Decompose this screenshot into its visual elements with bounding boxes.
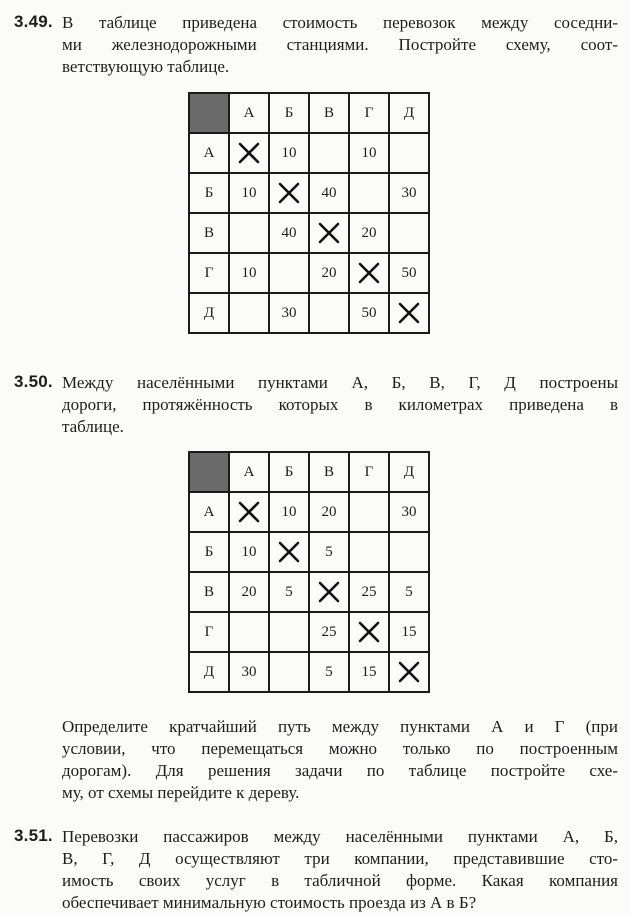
- problem-text: [62, 826, 618, 914]
- table-cell: 20: [229, 572, 269, 612]
- cross-mark-icon: [317, 221, 341, 245]
- table-cell: 10: [349, 133, 389, 173]
- table-cell: [309, 133, 349, 173]
- table-cell: 25: [349, 572, 389, 612]
- diagonal-cross-cell: [389, 293, 429, 333]
- table-cell: [229, 213, 269, 253]
- problem-number: 3.51.: [14, 826, 53, 845]
- row-header: Г: [189, 612, 229, 652]
- diagonal-cross-cell: [309, 572, 349, 612]
- table-cell: 5: [269, 572, 309, 612]
- row-header: Б: [189, 173, 229, 213]
- table-cell: [309, 293, 349, 333]
- row-header: В: [189, 572, 229, 612]
- table-cell: 20: [309, 492, 349, 532]
- text-line: Между населёнными пунктами А, Б, В, Г, Д построены: [62, 373, 618, 392]
- row-header: В: [189, 213, 229, 253]
- column-header: Г: [349, 452, 389, 492]
- table-corner-cell: [189, 93, 229, 133]
- table-cell: 10: [269, 492, 309, 532]
- table-cell: 30: [389, 492, 429, 532]
- problem-3-50: [14, 372, 618, 438]
- row-header: Д: [189, 652, 229, 692]
- table-row: [189, 612, 429, 652]
- table-corner-cell: [189, 452, 229, 492]
- column-header: В: [309, 452, 349, 492]
- table-row: [189, 572, 429, 612]
- table-cell: 15: [389, 612, 429, 652]
- table-cell: [229, 612, 269, 652]
- diagonal-cross-cell: [389, 652, 429, 692]
- diagonal-cross-cell: [229, 133, 269, 173]
- table-row: [189, 532, 429, 572]
- column-header: Б: [269, 93, 309, 133]
- column-header: В: [309, 93, 349, 133]
- diagonal-cross-cell: [349, 612, 389, 652]
- row-header: Д: [189, 293, 229, 333]
- table-cell: [389, 532, 429, 572]
- diagonal-cross-cell: [269, 532, 309, 572]
- table-cell: 50: [389, 253, 429, 293]
- table-header-row: [189, 93, 429, 133]
- table-cell: 30: [269, 293, 309, 333]
- row-header: Г: [189, 253, 229, 293]
- text-line: Перевозки пассажиров между населёнными пунктами А, Б,: [62, 827, 618, 846]
- cross-mark-icon: [277, 181, 301, 205]
- cross-mark-icon: [397, 301, 421, 325]
- distance-table-3-50: [188, 451, 430, 693]
- cross-mark-icon: [357, 620, 381, 644]
- text-line: му, от схемы перейдите к дереву.: [62, 783, 300, 802]
- diagonal-cross-cell: [309, 213, 349, 253]
- table-cell: 5: [389, 572, 429, 612]
- table-row: [189, 293, 429, 333]
- text-line: В, Г, Д осуществляют три компании, представившие сто-: [62, 849, 618, 868]
- table-cell: 5: [309, 532, 349, 572]
- table-cell: 50: [349, 293, 389, 333]
- column-header: Г: [349, 93, 389, 133]
- row-header: А: [189, 492, 229, 532]
- table-cell: [389, 133, 429, 173]
- cross-mark-icon: [357, 261, 381, 285]
- table-cell: 10: [269, 133, 309, 173]
- table-row: [189, 652, 429, 692]
- row-header: Б: [189, 532, 229, 572]
- text-line: имость своих услуг в табличной форме. Какая компания: [62, 871, 618, 890]
- table-cell: 5: [309, 652, 349, 692]
- table-cell: [349, 173, 389, 213]
- diagonal-cross-cell: [349, 253, 389, 293]
- text-line: условии, что перемещаться можно только по построенным: [62, 739, 618, 758]
- table-cell: 10: [229, 532, 269, 572]
- cross-mark-icon: [277, 540, 301, 564]
- text-line: таблице.: [62, 417, 124, 436]
- table-cell: [229, 293, 269, 333]
- table-cell: [349, 532, 389, 572]
- column-header: Д: [389, 93, 429, 133]
- table-cell: 30: [389, 173, 429, 213]
- problem-3-50-question: [62, 716, 618, 804]
- problem-number: 3.50.: [14, 372, 53, 391]
- table-row: [189, 492, 429, 532]
- text-line: обеспечивает минимальную стоимость проезда из А в Б?: [62, 893, 477, 912]
- problem-text: [62, 372, 618, 438]
- diagonal-cross-cell: [269, 173, 309, 213]
- table-cell: 30: [229, 652, 269, 692]
- table-cell: 20: [349, 213, 389, 253]
- diagonal-cross-cell: [229, 492, 269, 532]
- cross-mark-icon: [397, 660, 421, 684]
- table-row: [189, 173, 429, 213]
- problem-3-51: [14, 826, 618, 914]
- column-header: Д: [389, 452, 429, 492]
- table-header-row: [189, 452, 429, 492]
- cross-mark-icon: [237, 500, 261, 524]
- problem-3-49: [14, 12, 618, 78]
- cost-table-3-49: [188, 92, 430, 334]
- column-header: А: [229, 93, 269, 133]
- cross-mark-icon: [317, 580, 341, 604]
- text-line: дороги, протяжённость которых в километрах приведена в: [62, 395, 618, 414]
- text-line: Определите кратчайший путь между пунктами А и Г (при: [62, 717, 618, 736]
- text-line: дорогам). Для решения задачи по таблице постройте схе-: [62, 761, 618, 780]
- table-cell: [269, 652, 309, 692]
- table-row: [189, 253, 429, 293]
- table-row: [189, 213, 429, 253]
- table-cell: 40: [269, 213, 309, 253]
- problem-text: [62, 12, 618, 78]
- table-cell: 20: [309, 253, 349, 293]
- text-line: В таблице приведена стоимость перевозок между соседни-: [62, 13, 618, 32]
- table-cell: [389, 213, 429, 253]
- table-cell: 15: [349, 652, 389, 692]
- row-header: А: [189, 133, 229, 173]
- table-cell: 25: [309, 612, 349, 652]
- column-header: А: [229, 452, 269, 492]
- table-cell: 10: [229, 253, 269, 293]
- problem-number: 3.49.: [14, 12, 53, 31]
- cross-mark-icon: [237, 141, 261, 165]
- table-cell: [269, 253, 309, 293]
- table-cell: 10: [229, 173, 269, 213]
- text-line: ветствующую таблице.: [62, 57, 230, 76]
- table-cell: [349, 492, 389, 532]
- table-cell: 40: [309, 173, 349, 213]
- table-row: [189, 133, 429, 173]
- table-cell: [269, 612, 309, 652]
- column-header: Б: [269, 452, 309, 492]
- text-line: ми железнодорожными станциями. Постройте схему, соот-: [62, 35, 618, 54]
